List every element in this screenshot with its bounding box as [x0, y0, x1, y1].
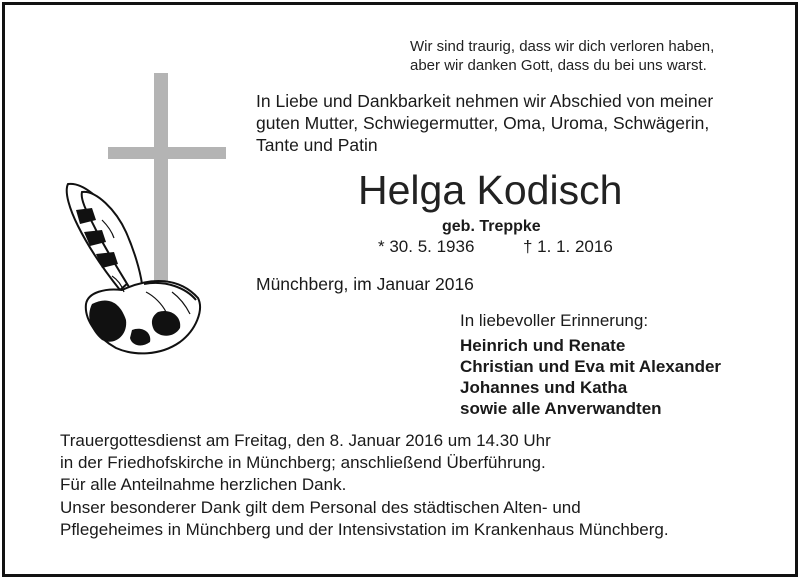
birth-date: * 30. 5. 1936	[378, 237, 475, 256]
quote-line-1: Wir sind traurig, dass wir dich verloren haben,	[410, 38, 715, 55]
memory-heading: In liebevoller Erinnerung:	[460, 311, 649, 330]
deceased-name: Helga Kodisch	[358, 167, 623, 213]
mourner-line: Johannes und Katha	[460, 378, 628, 397]
birth-name: geb. Treppke	[442, 218, 541, 235]
intro-line-1: In Liebe und Dankbarkeit nehmen wir Abschied von meiner	[256, 91, 714, 111]
praying-hands-icon	[62, 180, 207, 360]
death-date: † 1. 1. 2016	[523, 237, 613, 256]
special-thanks-line-1: Unser besonderer Dank gilt dem Personal des städtischen Alten- und	[60, 498, 581, 517]
service-line-2: in der Friedhofskirche in Münchberg; anschließend Überführung.	[60, 453, 546, 472]
service-info	[60, 430, 551, 474]
special-thanks	[60, 497, 669, 541]
mourner-line: Heinrich und Renate	[460, 336, 626, 355]
place-date: Münchberg, im Januar 2016	[256, 274, 474, 294]
mourner-line: sowie alle Anverwandten	[460, 399, 662, 418]
service-line-1: Trauergottesdienst am Freitag, den 8. Januar 2016 um 14.30 Uhr	[60, 431, 551, 450]
quote	[410, 37, 714, 75]
intro-text	[256, 90, 713, 156]
intro-line-3: Tante und Patin	[256, 135, 378, 155]
thanks-text: Für alle Anteilnahme herzlichen Dank.	[60, 475, 347, 494]
mourner-line: Christian und Eva mit Alexander	[460, 357, 722, 376]
mourners-list	[460, 335, 721, 419]
intro-line-2: guten Mutter, Schwiegermutter, Oma, Uroma, Schwägerin,	[256, 113, 710, 133]
quote-line-2: aber wir danken Gott, dass du bei uns warst.	[410, 57, 707, 74]
special-thanks-line-2: Pflegeheimes in Münchberg und der Intensivstation im Krankenhaus Münchberg.	[60, 520, 669, 539]
